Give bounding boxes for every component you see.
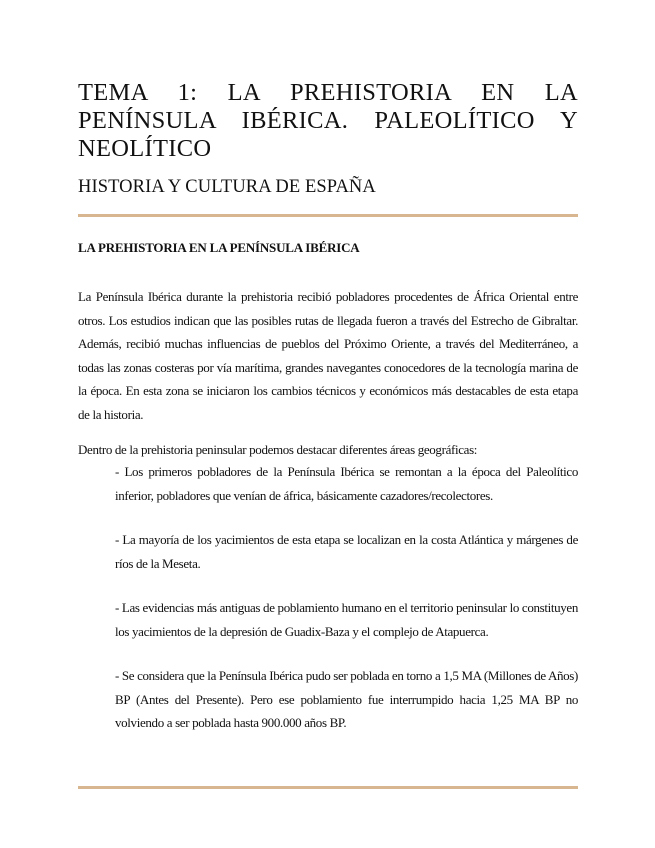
bullet-list [115,460,578,756]
bullet-item: - Los primeros pobladores de la Península Ibérica se remontan a la época del Paleolítico inferior, pobladores que venían de áfrica, básicamente cazadores/recolectores. [115,464,578,503]
section-heading: LA PREHISTORIA EN LA PENÍNSULA IBÉRICA [78,240,360,255]
bullet-item: - Se considera que la Península Ibérica pudo ser poblada en torno a 1,5 MA (Millones de Años) BP (Antes del Presente). Pero ese poblamiento fue interrumpido hacia 1,25 MA BP no volviendo a ser poblada hasta 900.000 años BP. [115,668,578,730]
bullet-item: - La mayoría de los yacimientos de esta etapa se localizan en la costa Atlántica y márgenes de ríos de la Meseta. [115,532,578,571]
bottom-divider [78,786,578,789]
paragraph-intro: La Península Ibérica durante la prehistoria recibió pobladores procedentes de África Oriental entre otros. Los estudios indican que las posibles rutas de llegada fueron a través del Estrecho de Gibraltar. Además, recibió muchas influencias de pueblos del Próximo Oriente, a través del Mediterráneo, a todas las zonas costeras por vía marítima, grandes navegantes conocedores de la tecnología marina de la época. En esta zona se iniciaron los cambios técnicos y económicos más destacables de esta etapa de la historia. [78,289,578,422]
bullet-item: - Las evidencias más antiguas de poblamiento humano en el territorio peninsular lo constituyen los yacimientos de la depresión de Guadix-Baza y el complejo de Atapuerca. [115,600,578,639]
paragraph-areas: Dentro de la prehistoria peninsular podemos destacar diferentes áreas geográficas: [78,442,478,457]
document-subtitle: HISTORIA Y CULTURA DE ESPAÑA [78,177,376,197]
top-divider [78,214,578,217]
document-title: TEMA 1: LA PREHISTORIA EN LA PENÍNSULA IBÉRICA. PALEOLÍTICO Y NEOLÍTICO [78,79,578,162]
